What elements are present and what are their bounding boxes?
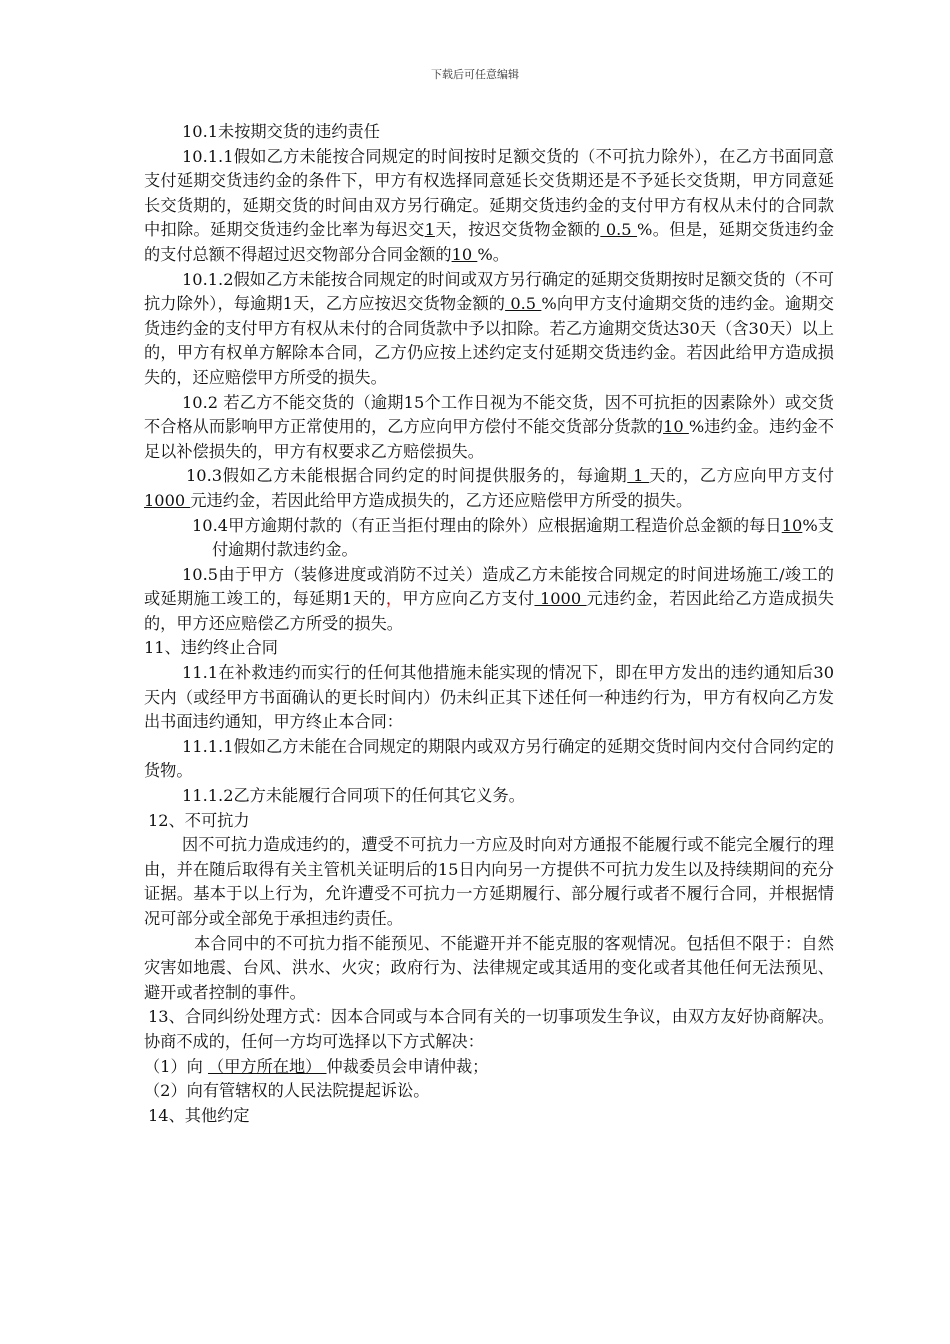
clause-10-1-1: 10.1.1假如乙方未能按合同规定的时间按时足额交货的（不可抗力除外），在乙方书面同意支付延期交货违约金的条件下，甲方有权选择同意延长交货期还是不予延长交货期，甲方同意延长交货期的，延期交货的时间由双方另行确定。延期交货违约金的支付甲方有权从未付的合同款中扣除。延期交货违约金比率为每迟交1天，按迟交货物金额的 0.5 %。但是，延期交货违约金的支付总额不得超过迟交物部分合同金额的10 %。 <box>144 146 835 264</box>
blank-rate: 0.5 <box>505 294 542 314</box>
clause-10-5: 10.5由于甲方（装修进度或消防不过关）造成乙方未能按合同规定的时间进场施工/竣工的或延期施工竣工的，每延期1天的，甲方应向乙方支付 1000 元违约金，若因此给乙方造成损失的，甲方还应赔偿乙方所受的损失。 <box>144 564 834 633</box>
clause-13-option-2: （2）向有管辖权的人民法院提起诉讼。 <box>144 1081 430 1101</box>
blank-location: （甲方所在地） <box>208 1056 327 1076</box>
clause-12-para-2: 本合同中的不可抗力指不能预见、不能避开并不能克服的客观情况。包括但不限于：自然灾害如地震、台风、洪水、火灾；政府行为、法律规定或其适用的变化或者其他任何无法预见、避开或者控制的事件。 <box>144 933 834 1002</box>
blank-amount: 1000 <box>534 589 587 609</box>
clause-10-1-title: 10.1未按期交货的违约责任 <box>182 122 380 141</box>
clause-11-1-1: 11.1.1假如乙方未能在合同规定的期限内或双方另行确定的延期交货时间内交付合同约定的货物。 <box>144 736 834 781</box>
clause-11-1: 11.1在补救违约而实行的任何其他措施未能实现的情况下，即在甲方发出的违约通知后30天内（或经甲方书面确认的更长时间内）仍未纠正其下述任何一种违约行为，甲方有权向乙方发出书面违约通知，甲方终止本合同： <box>144 663 834 732</box>
clause-10-3: 10.3假如乙方未能根据合同约定的时间提供服务的，每逾期 1 天的，乙方应向甲方支付 1000 元违约金，若因此给甲方造成损失的，乙方还应赔偿甲方所受的损失。 <box>144 466 834 510</box>
section-14-title: 14、其他约定 <box>148 1105 250 1125</box>
blank-days: 1 <box>424 220 435 240</box>
clause-10-4: 10.4甲方逾期付款的（有正当拒付理由的除外）应根据逾期工程造价总金额的每日10%支付逾期付款违约金。 <box>192 515 834 560</box>
clause-11-1-2: 11.1.2乙方未能履行合同项下的任何其它义务。 <box>182 786 525 806</box>
section-13: 13、合同纠纷处理方式：因本合同或与本合同有关的一切事项发生争议，由双方友好协商解决。协商不成的，任何一方均可选择以下方式解决： <box>144 1007 834 1051</box>
header-note: 下载后可任意编辑 <box>431 68 519 81</box>
clause-12-para-1: 因不可抗力造成违约的，遭受不可抗力一方应及时向对方通报不能履行或不能完全履行的理由，并在随后取得有关主管机关证明后的15日内向另一方提供不可抗力发生以及持续期间的充分证据。基本于以上行为，允许遭受不可抗力一方延期履行、部分履行或者不履行合同，并根据情况可部分或全部免于承担违约责任。 <box>144 835 834 928</box>
red-comma: ， <box>385 589 403 609</box>
blank-rate: 10 <box>663 417 689 437</box>
blank-cap: 10 <box>451 244 478 264</box>
blank-rate: 0.5 <box>600 220 638 240</box>
section-12-title: 12、不可抗力 <box>148 810 250 830</box>
contract-body <box>144 120 834 1128</box>
clause-10-2: 10.2 若乙方不能交货的（逾期15个工作日视为不能交货，因不可抗拒的因素除外）或交货不合格从而影响甲方正常使用的，乙方应向甲方偿付不能交货部分货款的10 %违约金。违约金不足以补偿损失的，甲方有权要求乙方赔偿损失。 <box>144 392 834 461</box>
blank-rate: 10 <box>781 515 803 535</box>
blank-days: 1 <box>627 466 650 486</box>
clause-10-1-2: 10.1.2假如乙方未能按合同规定的时间或双方另行确定的延期交货期按时足额交货的（不可抗力除外），每逾期1天，乙方应按迟交货物金额的 0.5 %向甲方支付逾期交货的违约金。逾期交货违约金的支付甲方有权从未付的合同货款中予以扣除。若乙方逾期交货达30天（含30天）以上的，甲方有权单方解除本合同，乙方仍应按上述约定支付延期交货违约金。若因此给甲方造成损失的，还应赔偿甲方所受的损失。 <box>144 269 834 387</box>
blank-amount: 1000 <box>144 490 191 510</box>
clause-13-option-1: （1）向 （甲方所在地） 仲裁委员会申请仲裁； <box>144 1056 489 1076</box>
section-11-title: 11、违约终止合同 <box>144 638 278 658</box>
